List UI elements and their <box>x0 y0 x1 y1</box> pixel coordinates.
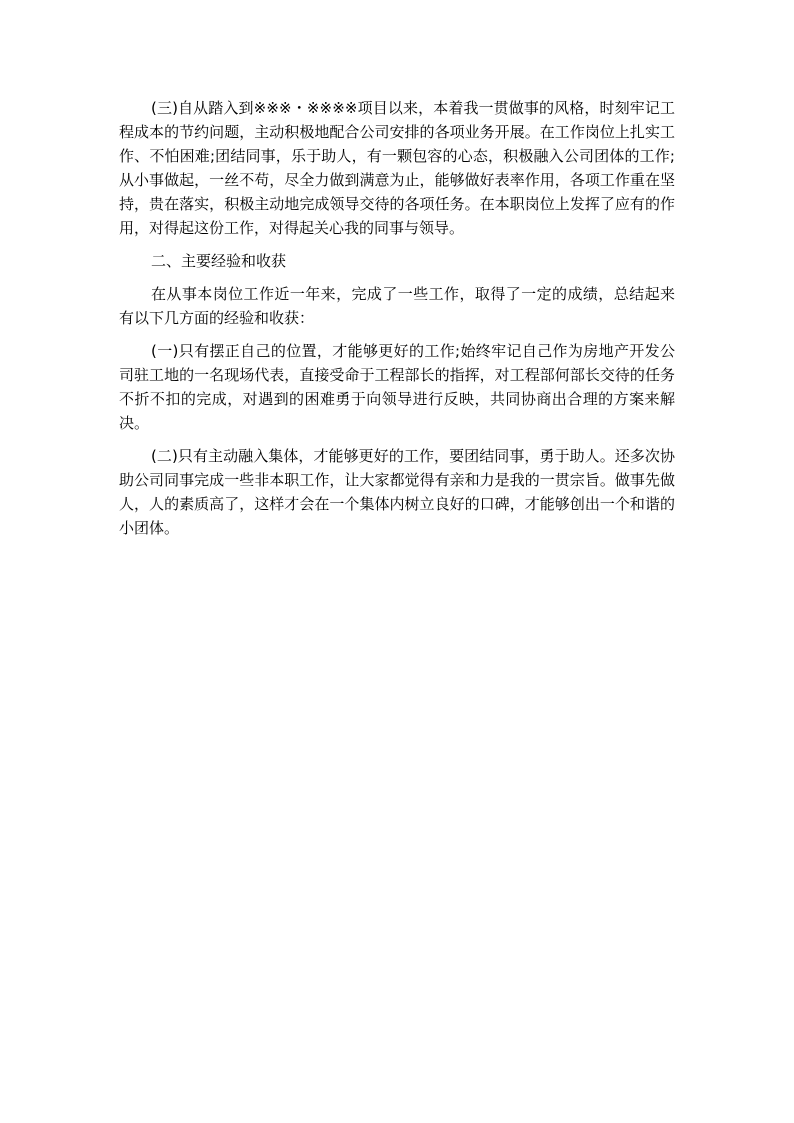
paragraph-section-three: (三)自从踏入到※※※・※※※※项目以来，本着我一贯做事的风格，时刻牢记工程成本的节约问题，主动积极地配合公司安排的各项业务开展。在工作岗位上扎实工作、不怕困难;团结同事，乐于助人，有一颗包容的心态，积极融入公司团体的工作;从小事做起，一丝不苟，尽全力做到满意为止，能够做好表率作用，各项工作重在坚持，贵在落实，积极主动地完成领导交待的各项任务。在本职岗位上发挥了应有的作用，对得起这份工作，对得起关心我的同事与领导。 <box>119 99 675 237</box>
section-heading-experience: 二、主要经验和收获 <box>151 252 287 270</box>
document-body <box>119 96 675 549</box>
paragraph-point-one: (一)只有摆正自己的位置，才能够更好的工作;始终牢记自己作为房地产开发公司驻工地的一名现场代表，直接受命于工程部长的指挥，对工程部何部长交待的任务不折不扣的完成，对遇到的困难勇于向领导进行反映，共同协商出合理的方案来解决。 <box>119 342 675 432</box>
paragraph-point-two: (二)只有主动融入集体，才能够更好的工作，要团结同事，勇于助人。还多次协助公司同事完成一些非本职工作，让大家都觉得有亲和力是我的一贯宗旨。做事先做人，人的素质高了，这样才会在一个集体内树立良好的口碑，才能够创出一个和谐的小团体。 <box>119 447 675 537</box>
paragraph-intro-experience: 在从事本岗位工作近一年来，完成了一些工作，取得了一定的成绩，总结起来有以下几方面的经验和收获： <box>119 285 675 327</box>
